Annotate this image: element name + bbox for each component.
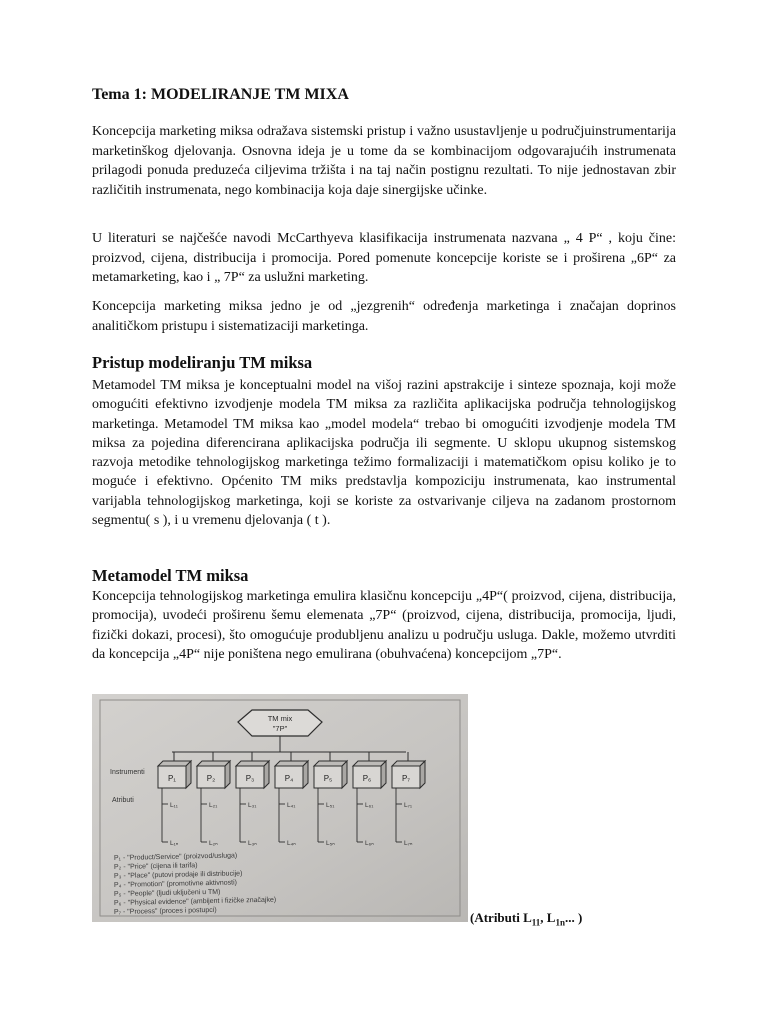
intro-paragraph-3: Koncepcija marketing miksa jedno je od „jezgrenih“ određenja marketinga i značajan doprinos analitičkom pristupu i sistematizaciji marketinga. (92, 299, 676, 334)
instrument-label: P₅ (323, 774, 333, 783)
attribute-last-label: L₁ₙ (170, 840, 179, 847)
instrument-label: P₆ (362, 774, 372, 783)
legend-item: P₆ - "Physical evidence" (ambijent i fizičke značajke) (113, 896, 277, 907)
instrument-label: P₃ (245, 774, 255, 783)
legend-item: P₄ - "Promotion" (promotivne aktivnosti) (113, 879, 237, 889)
legend-item: P₂ - "Price" (cijena ili tarifa) (113, 862, 198, 871)
instrument-label: P₄ (284, 774, 294, 783)
hexagon-label-2: "7P" (272, 724, 288, 733)
attribute-first-label: L₄₁ (287, 802, 296, 809)
intro-paragraph-2: U literaturi se najčešće navodi McCarthyeva klasifikacija instrumenata nazvana „ 4 P“ , koju čine: proizvod, cijena, distribucija i promocija. Pored pomenute koncepcije koriste se i proširena „6P“ za metamarketing, kao i „ 7P“ za uslužni marketing. (92, 231, 676, 286)
attribute-last-label: L₅ₙ (326, 840, 335, 847)
tm-mix-diagram (92, 694, 468, 922)
metamodel-paragraph: Koncepcija tehnologijskog marketinga emulira klasičnu koncepciju „4P“( proizvod, cijena, distribucija, promocija), uvodeći proširenu šemu elemenata „7P“ (proizvod, cijena, distribucija, promocija, ljudi, fizički dokazi, procesi), što omogućuje produbljenu analizu u području usluga. Dakle, možemo utvrditi da koncepcija „4P“ nije poništena nego emulirana (obuhvaćena) koncepcijom „7P“. (92, 589, 676, 662)
figure-caption: (Atributi $L_{11}$, $L_{1n}$... ) (470, 910, 583, 928)
section-heading-pristup: Pristup modeliranju TM miksa (92, 353, 313, 372)
box-side-face (225, 761, 230, 788)
legend-item: P₅ - "People" (ljudi uključeni u TM) (113, 888, 221, 898)
legend-item: P₃ - "Place" (putovi prodaje ili distribucije) (113, 870, 243, 880)
attribute-last-label: L₂ₙ (209, 840, 218, 847)
page-title: Tema 1: MODELIRANJE TM MIXA (92, 86, 349, 103)
instrument-label: P₁ (167, 774, 177, 783)
box-side-face (342, 761, 347, 788)
attribute-last-label: L₆ₙ (365, 840, 374, 847)
attribute-first-label: L₇₁ (404, 802, 413, 809)
attribute-last-label: L₄ₙ (287, 840, 296, 847)
box-side-face (264, 761, 269, 788)
attribute-first-label: L₆₁ (365, 802, 374, 809)
tm-mix-diagram-photo (92, 694, 468, 922)
pristup-paragraph: Metamodel TM miksa je konceptualni model na višoj razini apstrakcije i sinteze spoznaja, koji može omogućiti efektivno izvodjenje modela TM miksa za različita aplikacijska područja tehnologijskog marketinga. Metamodel TM miksa kao „model modela“ trebao bi omogućiti izvodjenje modela TM miksa za pojedina diferencirana aplikacijska područja ili segmente. U sklopu ukupnog sistemskog razvoja metodike tehnologijskog marketinga težimo formalizaciji i matematičkom opisu koliko je to moguće i efektivno. Općenito TM miks predstavlja kompoziciju instrumenata, kao instrumental varijabla tehnologijskog marketinga, koji se koriste za ostvarivanje ciljeva na zadanom prostornom segmentu( s ), i u vremenu djelovanja ( t ). (92, 378, 676, 529)
attribute-first-label: L₂₁ (209, 802, 218, 809)
intro-paragraph-1: Koncepcija marketing miksa odražava sistemski pristup i važno usustavljenje u područjuinstrumentarija marketinškog djelovanja. Osnovna ideja je u tome da se kombinacijom odgovarajućih instrumenata prilagodi ponuda preduzeća ciljevima tržišta i na taj način postignu rezultati. To nije jednostavan zbir različitih instrumenata, nego kombinacija koja daje sinergijske učinke. (92, 124, 676, 198)
box-side-face (186, 761, 191, 788)
legend-item: P₇ - "Process" (proces i postupci) (113, 906, 217, 916)
attribute-first-label: L₁₁ (170, 802, 179, 809)
box-side-face (381, 761, 386, 788)
attribute-last-label: L₃ₙ (248, 840, 257, 847)
instruments-row-label: Instrumenti (110, 769, 145, 776)
attribute-first-label: L₃₁ (248, 802, 257, 809)
attribute-first-label: L₅₁ (326, 802, 335, 809)
box-side-face (420, 761, 425, 788)
section-heading-metamodel: Metamodel TM miksa (92, 566, 249, 585)
legend-item: P₁ - "Product/Service" (proizvod/usluga) (113, 852, 238, 862)
hexagon-label-1: TM mix (267, 714, 293, 723)
attribute-last-label: L₇ₙ (404, 840, 413, 847)
instrument-label: P₂ (206, 774, 216, 783)
box-side-face (303, 761, 308, 788)
attributes-row-label: Atributi (112, 797, 134, 804)
instrument-label: P₇ (401, 774, 411, 783)
